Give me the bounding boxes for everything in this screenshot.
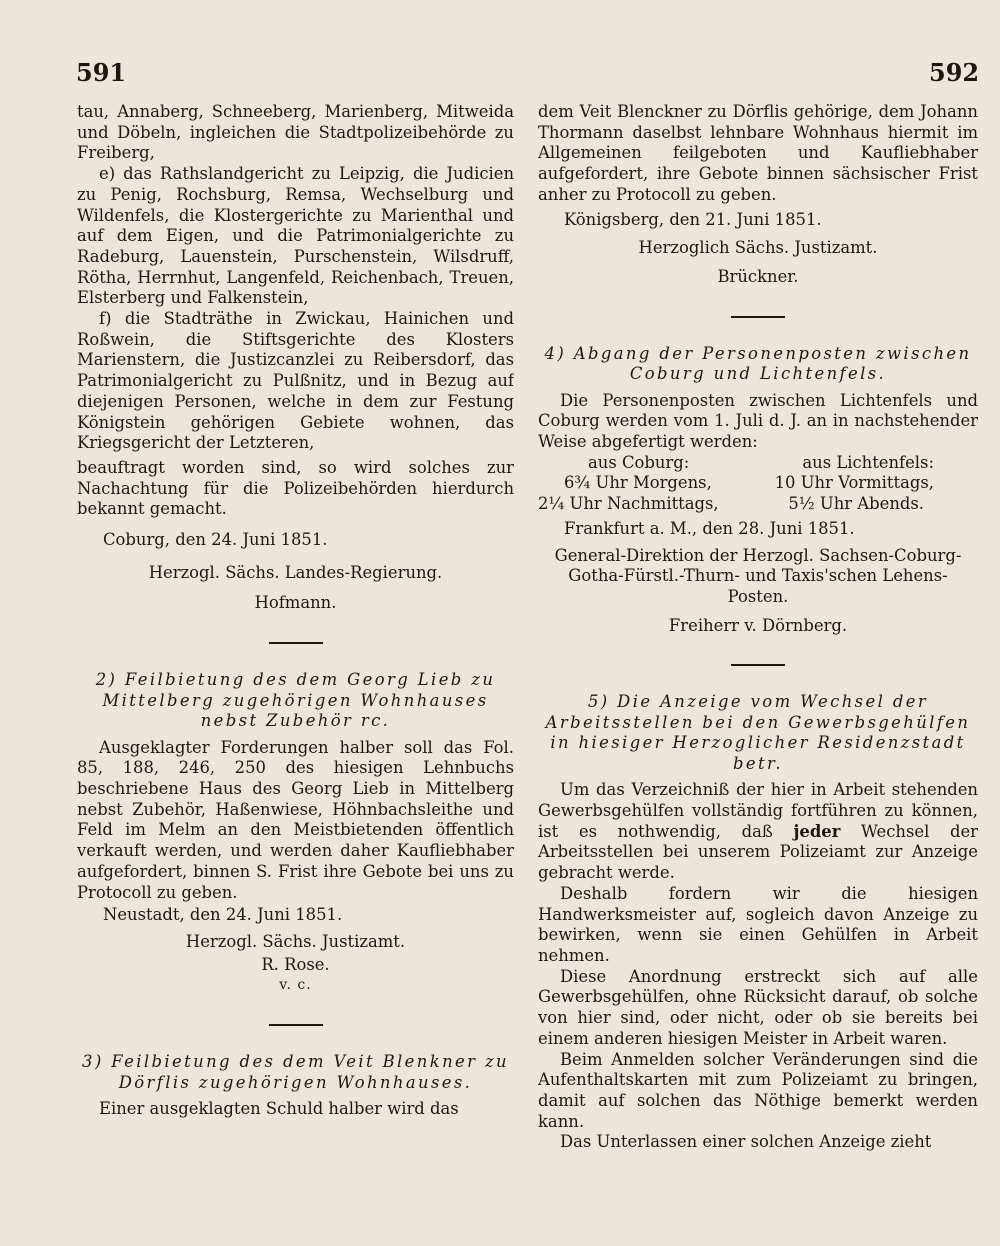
notice2-authority: Herzogl. Sächs. Justizamt. (185, 932, 406, 951)
notice4-signer: Freiherr v. Dörnberg. (668, 615, 848, 635)
row1-lichtenfels: 10 Uhr Vormittags, (774, 473, 934, 493)
notice2-signer-note: v. c. (279, 977, 312, 994)
notice4-authority: General-Direktion der Herzogl. Sachsen-Coburg-Gotha-Fürstl.-Thurn- und Taxis'schen Lehens-Posten. (554, 545, 962, 606)
row2-lichtenfels: 5½ Uhr Abends. (788, 494, 924, 514)
notice5-p1-c: Wechsel der Arbeitsstellen bei unserem Polizeiamt zur Anzeige gebracht werde. (538, 821, 978, 883)
from-lichtenfels-label: aus Lichtenfels: (802, 452, 934, 472)
timetable-row (538, 494, 978, 515)
notice5-p1-emphasis: jeder (793, 821, 841, 841)
divider (731, 664, 785, 666)
notice5-heading: 5) Die Anzeige vom Wechsel der Arbeitsstellen bei den Gewerbsgehülfen in hiesiger Herzoglicher Residenzstadt betr. (545, 692, 971, 773)
notice1-authority: Herzogl. Sächs. Landes-Regierung. (148, 562, 443, 582)
left-column (77, 102, 514, 1202)
notice3-body-start: Einer ausgeklagten Schuld halber wird das (99, 1099, 459, 1119)
notice3-body-cont: dem Veit Blenckner zu Dörflis gehörige, dem Johann Thormann daselbst lehnbare Wohnhaus hiermit im Allgemeinen feilgeboten und Kaufliebhaber aufgefordert, ihre Gebote binnen sächsischer Frist anher zu Protocoll zu geben. (538, 102, 978, 204)
intro-paragraph-e: e) das Rathslandgericht zu Leipzig, die Judicien zu Penig, Rochsburg, Remsa, Wechselburg und Wildenfels, die Klostergerichte zu Marienthal und auf dem Eigen, und die Patrimonialgerichte zu Radeburg, Lauenstein, Purschenstein, Wilsdruff, Rötha, Herrnhut, Langenfeld, Reichenbach, Treuen, Elsterberg und Falkenstein, (77, 164, 514, 308)
notice4-date: Frankfurt a. M., den 28. Juni 1851. (564, 518, 855, 538)
notice1-signer: Hofmann. (254, 593, 337, 613)
notice5-paragraph-1 (538, 780, 978, 884)
notice2-heading: 2) Feilbietung des dem Georg Lieb zu Mittelberg zugehörigen Wohnhauses nebst Zubehör rc. (95, 670, 496, 731)
notice3-authority: Herzoglich Sächs. Justizamt. (638, 238, 878, 258)
page-number-left: 591 (76, 58, 127, 87)
notice2-signer: R. Rose. (261, 954, 330, 974)
page-number-right: 592 (929, 58, 980, 87)
right-column (538, 102, 978, 1202)
notice1-date: Coburg, den 24. Juni 1851. (103, 530, 328, 550)
notice3-heading: 3) Feilbietung des dem Veit Blenkner zu Dörflis zugehörigen Wohnhauses. (82, 1052, 509, 1092)
notice3-date: Königsberg, den 21. Juni 1851. (564, 209, 822, 229)
notice5-p1-a: Um das Verzeichniß der hier in Arbeit stehenden Gewerbsgehülfen vollständig fortführen zu können, ist es nothwendig, daß (538, 780, 978, 841)
timetable-row (538, 473, 978, 494)
divider (731, 316, 785, 318)
timetable-header (538, 453, 978, 474)
notice5-paragraph-5: Das Unterlassen einer solchen Anzeige zieht (560, 1132, 932, 1152)
notice5-paragraph-4: Beim Anmelden solcher Veränderungen sind die Aufenthaltskarten mit zum Polizeiamt zu bringen, damit auf solchen das Nöthige bemerkt werden kann. (538, 1049, 978, 1131)
row1-coburg: 6¾ Uhr Morgens, (564, 473, 712, 493)
notice3-signer: Brückner. (717, 266, 799, 286)
notice2-body: Ausgeklagter Forderungen halber soll das Fol. 85, 188, 246, 250 des hiesigen Lehnbuchs beschriebene Haus des Georg Lieb in Mittelberg nebst Zubehör, Haßenwiese, Höhnbachsleithe und Feld im Melm an den Meistbietenden öffentlich verkauft werden, und werden daher Kaufliebhaber aufgefordert, binnen S. Frist ihre Gebote bei uns zu Protocoll zu geben. (77, 737, 514, 902)
notice2-date: Neustadt, den 24. Juni 1851. (103, 905, 343, 925)
notice5-paragraph-3: Diese Anordnung erstreckt sich auf alle Gewerbsgehülfen, ohne Rücksicht darauf, ob solche von hier sind, oder nicht, oder ob sie bereits bei einem anderen hiesigen Meister in Arbeit waren. (538, 966, 978, 1048)
divider (269, 642, 323, 644)
intro-closing: beauftragt worden sind, so wird solches zur Nachachtung für die Polizeibehörden hierdurch bekannt gemacht. (77, 457, 514, 519)
notice5-paragraph-2: Deshalb fordern wir die hiesigen Handwerksmeister auf, sogleich davon Anzeige zu bewirken, wenn sie einen Gehülfen in Arbeit nehmen. (538, 883, 978, 965)
intro-paragraph-f: f) die Stadträthe in Zwickau, Hainichen und Roßwein, die Stiftsgerichte des Klosters Marienstern, die Justizcanzlei zu Reibersdorf, das Patrimonialgericht zu Pulßnitz, und in Bezug auf diejenigen Personen, welche in dem zur Festung Königstein gehörigen Gebiete wohnen, das Kriegsgericht der Letzteren, (77, 309, 514, 453)
intro-paragraph-1: tau, Annaberg, Schneeberg, Marienberg, Mitweida und Döbeln, ingleichen die Stadtpolizeibehörde zu Freiberg, (77, 102, 514, 163)
from-coburg-label: aus Coburg: (588, 452, 690, 472)
divider (269, 1024, 323, 1026)
row2-coburg: 2¼ Uhr Nachmittags, (538, 494, 719, 514)
notice4-heading: 4) Abgang der Personenposten zwischen Coburg und Lichtenfels. (544, 343, 972, 384)
notice4-body: Die Personenposten zwischen Lichtenfels und Coburg werden vom 1. Juli d. J. an in nachstehender Weise abgefertigt werden: (538, 390, 978, 452)
